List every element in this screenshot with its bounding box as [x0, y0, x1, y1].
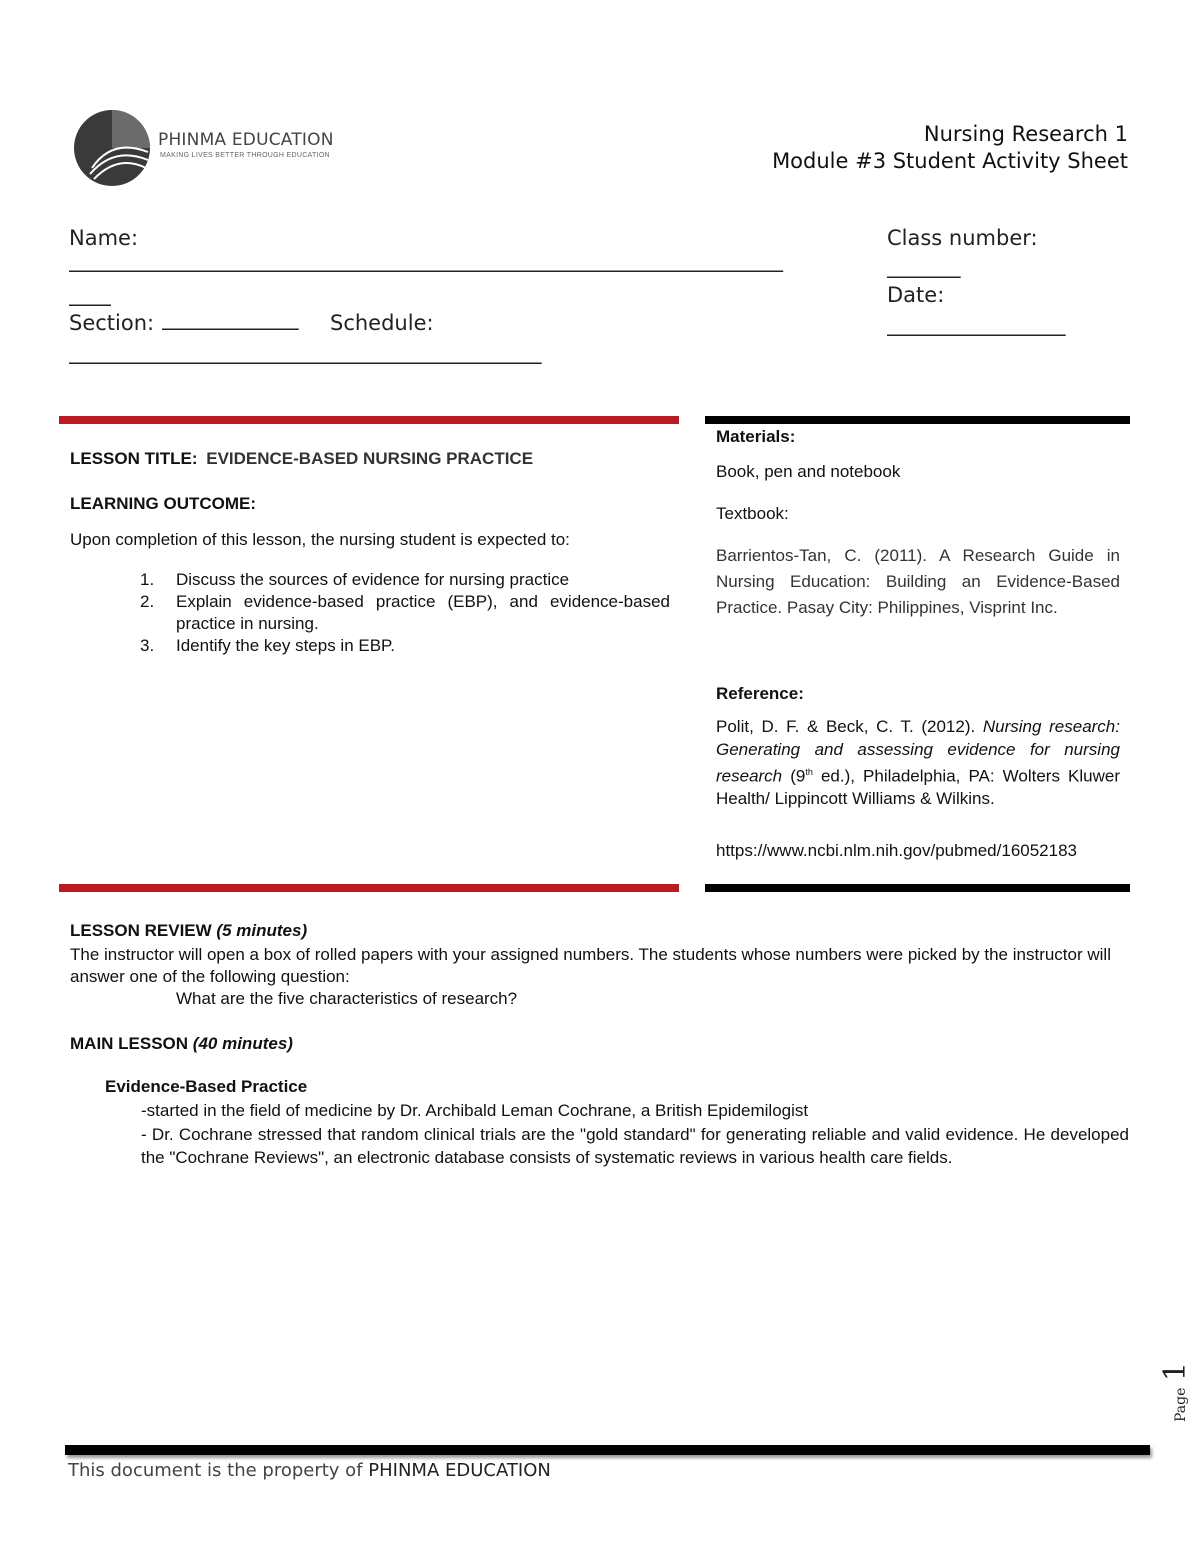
- main-lesson-time: (40 minutes): [192, 1034, 293, 1053]
- materials-label: Materials:: [716, 427, 796, 446]
- main-paragraph-2: - Dr. Cochrane stressed that random clinical trials are the "gold standard" for generating reliable and valid evidence. He developed the "Cochrane Reviews", an electronic database consists of systematic reviews in various health care fields.: [141, 1125, 1129, 1167]
- learning-outcome-intro: Upon completion of this lesson, the nursing student is expected to:: [70, 530, 570, 549]
- schedule-field[interactable]: _____________________________________________: [69, 340, 542, 364]
- reference-url[interactable]: https://www.ncbi.nlm.nih.gov/pubmed/16052183: [716, 841, 1078, 860]
- page-label: [1158, 1362, 1193, 1422]
- list-item-number: 3.: [140, 636, 155, 655]
- logo-name: PHINMA EDUCATION: [158, 130, 334, 150]
- section-heading: Evidence-Based Practice: [105, 1077, 308, 1096]
- module-title: Module #3 Student Activity Sheet: [772, 149, 1128, 173]
- list-item-number: 2.: [140, 592, 155, 611]
- section-field[interactable]: _____________: [162, 306, 299, 330]
- date-field[interactable]: _________________: [887, 312, 1066, 336]
- lesson-title: [70, 449, 533, 469]
- reference-authors: Polit, D. F. & Beck, C. T. (2012).: [716, 717, 976, 736]
- class-number-label: Class number:: [887, 226, 1038, 250]
- right-top-divider: [705, 416, 1130, 424]
- reference-publisher: ed.), Philadelphia, PA: Wolters Kluwer Health/ Lippincott Williams & Wilkins.: [716, 766, 1120, 809]
- textbook-label: Textbook:: [716, 504, 789, 523]
- lesson-review-question: What are the five characteristics of research?: [176, 989, 518, 1008]
- logo-tagline: MAKING LIVES BETTER THROUGH EDUCATION: [160, 152, 330, 159]
- list-item: [140, 635, 670, 657]
- list-item-text: Identify the key steps in EBP.: [176, 636, 395, 655]
- name-field[interactable]: ____________________________________________________________________: [69, 248, 783, 272]
- footer-divider: [65, 1445, 1150, 1455]
- lesson-review-label: LESSON REVIEW: [70, 921, 212, 940]
- footer-prefix: This document is the property of: [68, 1460, 363, 1481]
- footer-owner: PHINMA EDUCATION: [368, 1460, 551, 1481]
- lesson-title-text: EVIDENCE-BASED NURSING PRACTICE: [206, 449, 534, 468]
- name-field-continued[interactable]: ____: [69, 282, 111, 306]
- section-label: Section:: [69, 311, 155, 335]
- reference-title: Nursing research: Generating and assessing evidence for nursing research: [716, 717, 1120, 786]
- page-number: [1140, 1360, 1200, 1430]
- lesson-review-heading: [70, 921, 307, 941]
- list-item: [140, 569, 670, 591]
- footer-text: [68, 1460, 551, 1481]
- textbook-citation: Barrientos-Tan, C. (2011). A Research Guide in Nursing Education: Building an Evidence-Based Practice. Pasay City: Philippines, Visprint Inc.: [716, 546, 1120, 617]
- list-item-number: 1.: [140, 570, 155, 589]
- left-bottom-divider: [59, 884, 679, 892]
- schedule-label: Schedule:: [330, 311, 434, 335]
- page-number-value: 1: [1158, 1362, 1193, 1382]
- learning-outcome-list: [140, 569, 670, 657]
- class-number-field[interactable]: _______: [887, 254, 961, 278]
- lesson-review-time: (5 minutes): [216, 921, 308, 940]
- list-item: [140, 591, 670, 635]
- phinma-emblem-icon: [72, 108, 152, 188]
- learning-outcome-label: LEARNING OUTCOME:: [70, 494, 257, 513]
- main-lesson-heading: [70, 1034, 293, 1054]
- reference-label: Reference:: [716, 684, 804, 703]
- main-lesson-label: MAIN LESSON: [70, 1034, 189, 1053]
- reference-edition-sup: th: [805, 767, 813, 777]
- left-top-divider: [59, 416, 679, 424]
- list-item-text: Discuss the sources of evidence for nursing practice: [176, 570, 570, 589]
- date-label: Date:: [887, 283, 945, 307]
- page-label-text: Page: [1173, 1387, 1189, 1422]
- list-item-text: Explain evidence-based practice (EBP), and evidence-based practice in nursing.: [176, 592, 670, 633]
- main-paragraph-1: -started in the field of medicine by Dr. Archibald Leman Cochrane, a British Epidemilogist: [141, 1101, 809, 1120]
- materials-items: Book, pen and notebook: [716, 462, 901, 481]
- name-label: Name:: [69, 226, 139, 250]
- right-bottom-divider: [705, 884, 1130, 892]
- course-title: Nursing Research 1: [923, 122, 1128, 146]
- lesson-title-label: LESSON TITLE:: [70, 449, 198, 468]
- reference-edition: (9: [790, 766, 806, 786]
- reference-citation: [716, 716, 1120, 811]
- lesson-review-text: The instructor will open a box of rolled papers with your assigned numbers. The students whose numbers were picked by the instructor will answer one of the following question:: [70, 945, 1111, 986]
